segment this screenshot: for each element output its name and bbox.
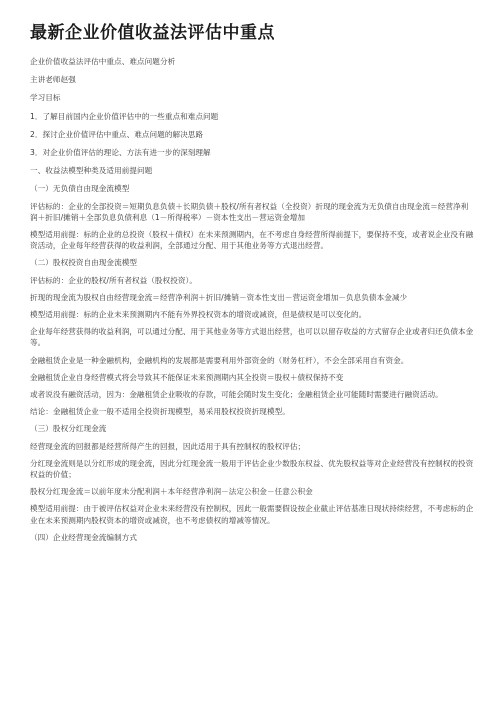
body-paragraph: 企业每年经营获得的收益利润，可以通过分配、用于其他业务等方式退出经营，也可以以留存收益的方式留存企业或者归还负债本金等。 xyxy=(30,327,474,348)
body-paragraph: 评估标的：企业的股权/所有者权益（股权投资）。 xyxy=(30,275,197,285)
body-paragraph: 分红现金流则是以分红形成的现金流，因此分红现金流一般用于评估企业少数股东权益、优先股权益等对企业经营没有控制权的投资权益的价值； xyxy=(30,458,474,480)
subsection-heading-2: （二）股权投资自由现金流模型 xyxy=(30,258,138,268)
subsection-heading-4: （四）企业经营现金流编制方式 xyxy=(30,532,138,542)
body-paragraph: 或者说没有融资活动，因为：金融租赁企业吸收的存款，可能会随时发生变化；金融租赁企业可能随时需要进行融资活动。 xyxy=(30,390,443,400)
goal-item-2: 2．探讨企业价值评估中重点、难点问题的解决思路 xyxy=(30,129,204,139)
body-paragraph: 结论：金融租赁企业一般不适用全投资折现模型，易采用股权投资折现模型。 xyxy=(30,407,290,417)
body-paragraph: 金融租赁企业自身经营模式将会导致其不能保证未来预测期内其全投资＝股权＋债权保持不变 xyxy=(30,372,344,382)
section-heading-learning-goals: 学习目标 xyxy=(30,93,61,103)
subsection-heading-1: （一）无负债自由现金流模型 xyxy=(30,184,130,194)
section-heading-1: 一、收益法模型种类及适用前提问题 xyxy=(30,166,153,176)
body-paragraph: 折现的现金流为股权自由经营现金流＝经营净利润＋折旧/摊销－资本性支出－营运资金增加－负息负债本金减少 xyxy=(30,292,408,302)
document-title: 最新企业价值收益法评估中重点 xyxy=(30,23,275,43)
goal-item-1: 1．了解目前国内企业价值评估中的一些重点和难点问题 xyxy=(30,111,219,121)
body-paragraph: 模型适用前提：标的企业的总投资（股权＋债权）在未来预测期内，在不考虑自身经营所得前提下，要保持不变，或者说企业没有融资活动，企业每年经营获得的收益利润，全部通过分配、用于其他业务等方式退出经营。 xyxy=(30,230,474,251)
subsection-heading-3: （三）股权分红现金流 xyxy=(30,424,107,434)
body-paragraph: 模型适用前提：由于被评估权益对企业未来经营没有控制权，因此一般需要假设按企业截止评估基准日现状持续经营，不考虑标的企业在未来预测期内股权资本的增资或减资，也不考虑债权的增减等情况。 xyxy=(30,504,474,525)
body-paragraph: 经营现金流的回报都是经营所得产生的回报，因此适用于具有控制权的股权评估； xyxy=(30,441,306,451)
body-paragraph: 评估标的：企业的全部投资＝短期负息负债＋长期负债＋股权/所有者权益（全投资）折现的现金流为无负债自由现金流＝经营净利润＋折旧/摊销＋全部负息负债利息（1－所得税率）－资本性支出－营运资金增加 xyxy=(30,201,469,222)
goal-item-3: 3．对企业价值评估的理论、方法有进一步的深刻理解 xyxy=(30,148,211,158)
lecturer-paragraph: 主讲老师赵强 xyxy=(30,75,76,85)
body-paragraph: 模型适用前提：标的企业未来预测期内不能有外界投权资本的增资或减资，但是债权是可以变化的。 xyxy=(30,310,367,320)
subtitle-paragraph: 企业价值收益法评估中重点、难点问题分析 xyxy=(30,57,176,66)
body-paragraph: 股权分红现金流＝以前年度未分配利润＋本年经营净利润－法定公积金－任意公积金 xyxy=(30,487,313,497)
body-paragraph: 金融租赁企业是一种金融机构，金融机构的发展都是需要利用外部资金的（财务杠杆），不会全部采用自有资金。 xyxy=(30,355,409,365)
